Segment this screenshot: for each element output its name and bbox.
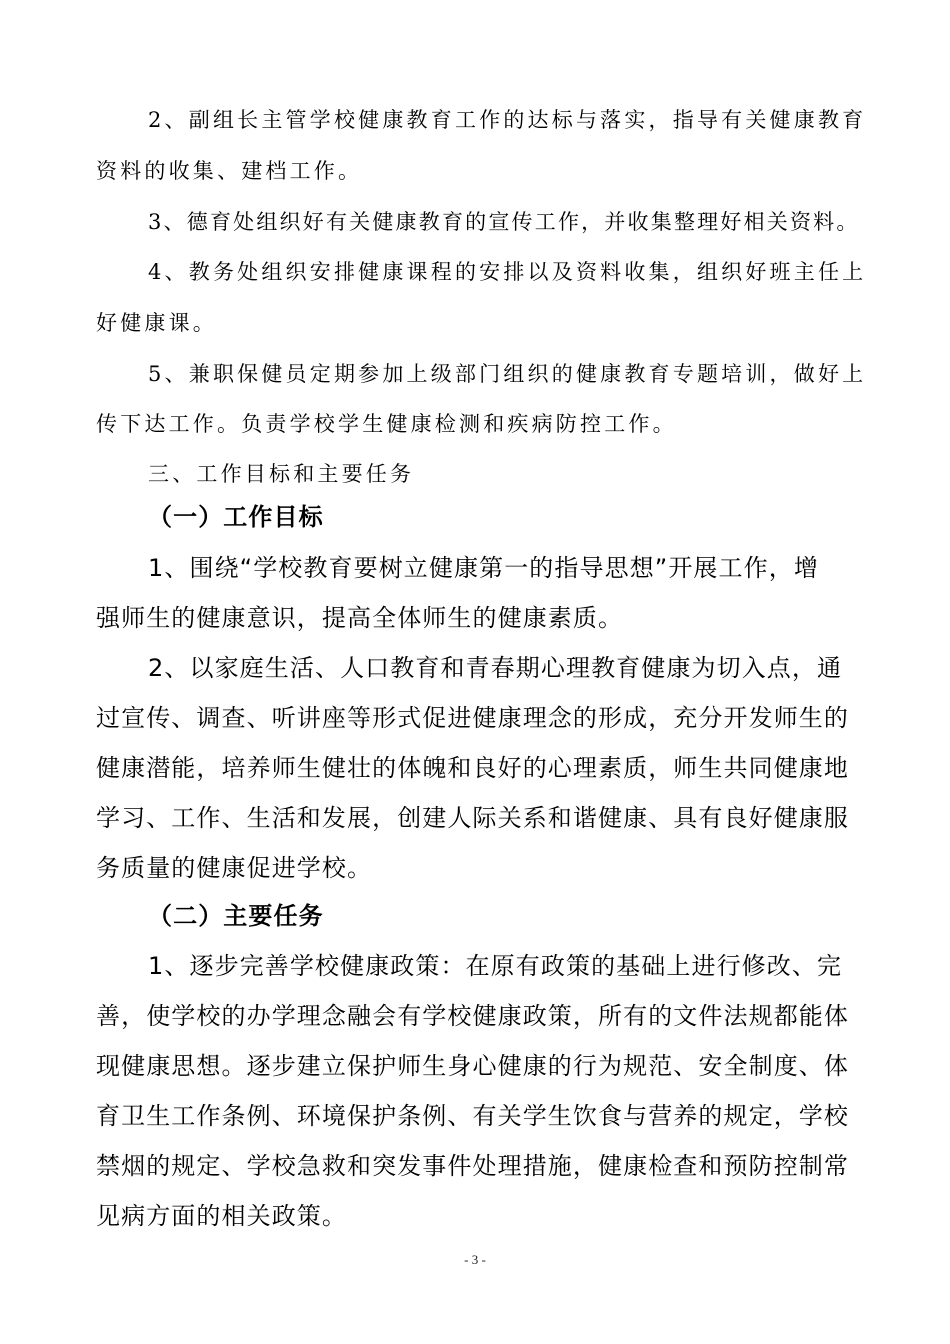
paragraph-line: 1、逐步完善学校健康政策：在原有政策的基础上进行修改、完: [148, 952, 843, 980]
paragraph-line: 强师生的健康意识，提高全体师生的健康素质。: [96, 604, 624, 632]
paragraph-line: 2、以家庭生活、人口教育和青春期心理教育健康为切入点，通: [148, 654, 843, 682]
section-heading: 三、工作目标和主要任务: [148, 462, 415, 486]
paragraph-line: 善，使学校的办学理念融会有学校健康政策，所有的文件法规都能体: [96, 1002, 849, 1030]
paragraph-line: 传下达工作。负责学校学生健康检测和疾病防控工作。: [96, 412, 677, 436]
paragraph-line: 资料的收集、建档工作。: [96, 159, 363, 183]
paragraph-line: 4、教务处组织安排健康课程的安排以及资料收集，组织好班主任上: [148, 260, 867, 284]
page-number: - 3 -: [464, 1252, 486, 1267]
subsection-heading-tasks: （二）主要任务: [148, 902, 324, 930]
paragraph-line: 学习、工作、生活和发展，创建人际关系和谐健康、具有良好健康服: [96, 804, 849, 832]
paragraph-line: 好健康课。: [96, 311, 217, 335]
paragraph-line: 现健康思想。逐步建立保护师生身心健康的行为规范、安全制度、体: [96, 1052, 849, 1080]
paragraph-line: 育卫生工作条例、环境保护条例、有关学生饮食与营养的规定，学校: [96, 1102, 849, 1130]
subsection-heading-goals: （一）工作目标: [148, 503, 324, 531]
paragraph-line: 1、围绕“学校教育要树立健康第一的指导思想”开展工作，增: [148, 554, 819, 582]
paragraph-line: 5、兼职保健员定期参加上级部门组织的健康教育专题培训，做好上: [148, 362, 867, 386]
paragraph-line: 2、副组长主管学校健康教育工作的达标与落实，指导有关健康教育: [148, 108, 867, 132]
paragraph-line: 健康潜能，培养师生健壮的体魄和良好的心理素质，师生共同健康地: [96, 754, 849, 782]
paragraph-line: 务质量的健康促进学校。: [96, 854, 373, 882]
paragraph-line: 见病方面的相关政策。: [96, 1202, 347, 1230]
paragraph-line: 3、德育处组织好有关健康教育的宣传工作，并收集整理好相关资料。: [148, 210, 860, 234]
paragraph-line: 禁烟的规定、学校急救和突发事件处理措施，健康检查和预防控制常: [96, 1152, 849, 1180]
paragraph-line: 过宣传、调查、听讲座等形式促进健康理念的形成，充分开发师生的: [96, 704, 849, 732]
